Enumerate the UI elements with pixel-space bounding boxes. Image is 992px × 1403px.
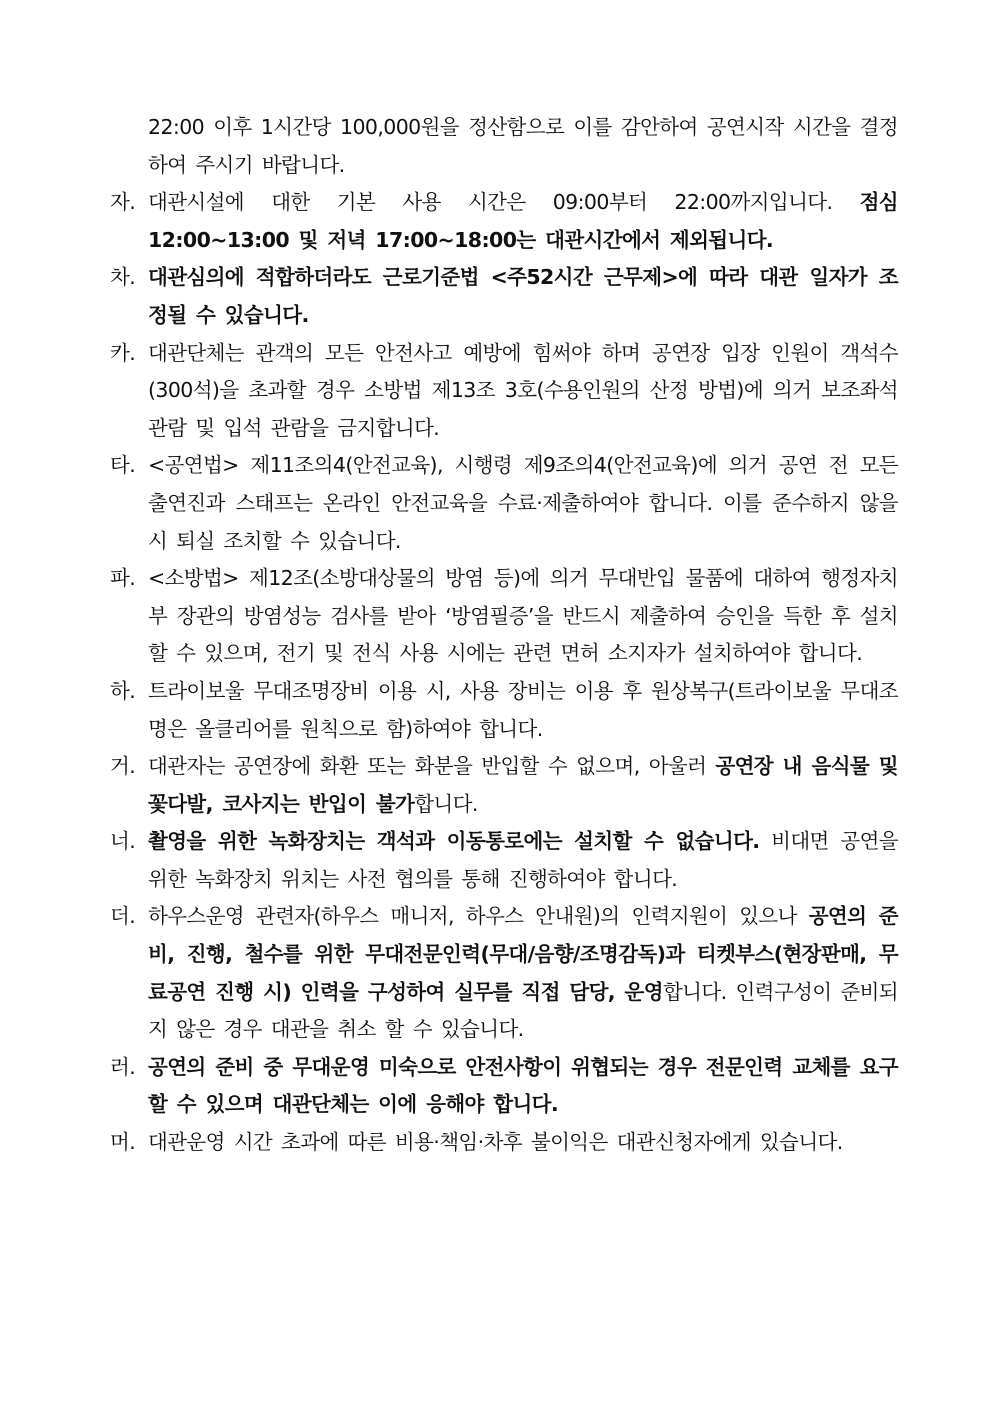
list-item (110, 335, 898, 448)
item-text-bold: 공연장 내 음식물 및 꽃다발, 코사지는 반입이 불가 (148, 754, 898, 816)
item-text-bold: 공연의 준비, 진행, 철수를 위한 무대전문인력(무대/음향/조명감독)과 티켓부스(현장판매, 무료공연 진행 시) 인력을 구성하여 실무를 직접 담당, 운영 (148, 904, 898, 1004)
list-item (110, 748, 898, 823)
item-text: 트라이보울 무대조명장비 이용 시, 사용 장비는 이용 후 원상복구(트라이보울 무대조명은 올클리어를 원칙으로 함)하여야 합니다. (148, 678, 898, 741)
item-text: 대관단체는 관객의 모든 안전사고 예방에 힘써야 하며 공연장 입장 인원이 객석수(300석)을 초과할 경우 소방법 제13조 3호(수용인원의 산정 방법)에 의거 보조좌석 관람 및 입석 관람을 금지합니다. (148, 340, 898, 440)
list-item (110, 898, 898, 1048)
list-item (110, 1049, 898, 1124)
item-marker: 러. (110, 1054, 136, 1079)
list-item (110, 823, 898, 898)
list-item (110, 259, 898, 334)
item-marker: 하. (110, 678, 136, 703)
item-marker: 파. (110, 566, 136, 591)
document-body (110, 109, 898, 1162)
item-text-bold: 공연의 준비 중 무대운영 미숙으로 안전사항이 위협되는 경우 전문인력 교체를 요구할 수 있으며 대관단체는 이에 응해야 합니다. (148, 1054, 898, 1117)
item-text: 대관시설에 대한 기본 사용 시간은 09:00부터 22:00까지입니다. (148, 190, 860, 215)
item-marker: 카. (110, 340, 136, 365)
item-marker: 더. (110, 904, 136, 929)
item-marker: 차. (110, 265, 136, 290)
list-item (110, 109, 898, 184)
item-text: 합니다. 인력구성이 준비되지 않은 경우 대관을 취소 할 수 있습니다. (148, 979, 899, 1042)
item-marker: 너. (110, 829, 136, 854)
item-text: 22:00 이후 1시간당 100,000원을 정산함으로 이를 감안하여 공연시작 시간을 결정하여 주시기 바랍니다. (148, 115, 898, 177)
item-text-bold: 점심 12:00~13:00 및 저녁 17:00~18:00는 대관시간에서 제외됩니다. (148, 190, 898, 252)
list-item (110, 560, 898, 673)
list-item (110, 447, 898, 560)
list-item (110, 1124, 898, 1162)
list-item (110, 184, 898, 259)
item-text: 대관자는 공연장에 화환 또는 화분을 반입할 수 없으며, 아울러 (148, 754, 716, 779)
item-text: 하우스운영 관련자(하우스 매니저, 하우스 안내원)의 인력지원이 있으나 (148, 904, 809, 929)
item-text-bold: 촬영을 위한 녹화장치는 객석과 이동통로에는 설치할 수 없습니다. (148, 829, 760, 854)
list-item (110, 673, 898, 748)
item-text: 비대면 공연을 위한 녹화장치 위치는 사전 협의를 통해 진행하여야 합니다. (148, 829, 898, 891)
item-marker: 머. (110, 1130, 136, 1155)
item-text: <소방법> 제12조(소방대상물의 방염 등)에 의거 무대반입 물품에 대하여 행정자치부 장관의 방염성능 검사를 받아 ‘방염필증’을 반드시 제출하여 승인을 득한 후 설치할 수 있으며, 전기 및 전식 사용 시에는 관련 면허 소지자가 설치하여야 합니다. (148, 566, 898, 666)
item-text: 합니다. (414, 791, 478, 816)
item-text: 대관운영 시간 초과에 따른 비용·책임·차후 불이익은 대관신청자에게 있습니다. (148, 1130, 843, 1155)
item-marker: 거. (110, 754, 136, 779)
item-text-bold: 대관심의에 적합하더라도 근로기준법 <주52시간 근무제>에 따라 대관 일자가 조정될 수 있습니다. (148, 265, 898, 327)
item-marker: 타. (110, 453, 136, 478)
item-marker: 자. (110, 190, 136, 215)
item-text: <공연법> 제11조의4(안전교육), 시행령 제9조의4(안전교육)에 의거 공연 전 모든 출연진과 스태프는 온라인 안전교육을 수료·제출하여야 합니다. 이를 준수하지 않을 시 퇴실 조치할 수 있습니다. (148, 453, 898, 553)
